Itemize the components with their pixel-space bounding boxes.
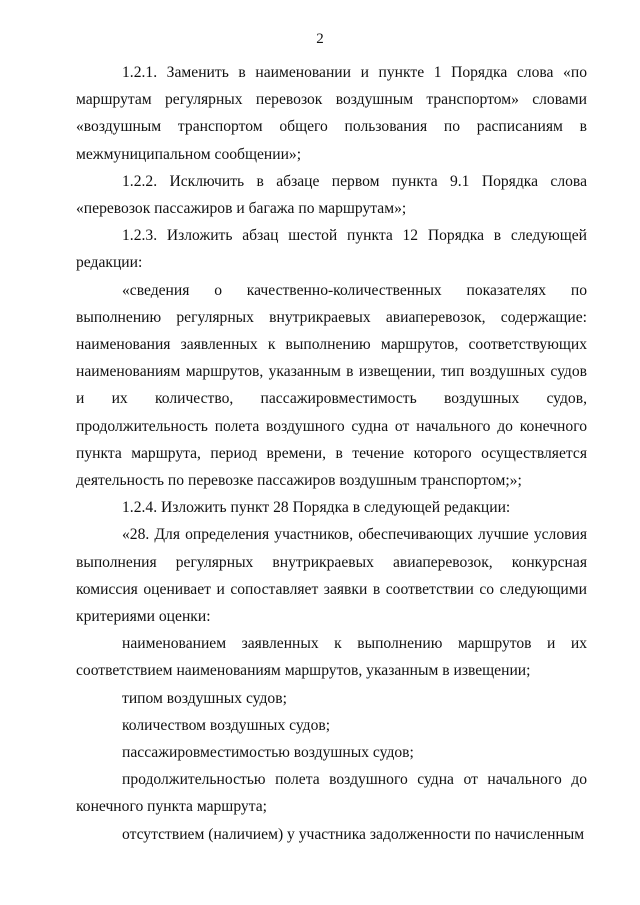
criterion-route-names: наименованием заявленных к выполнению маршрутов и их соответствием наименованиям маршрутов, указанным в извещении; — [76, 635, 587, 680]
document-body — [76, 59, 587, 848]
criterion-passenger-capacity: пассажировместимостью воздушных судов; — [122, 744, 414, 762]
criterion-aircraft-type: типом воздушных судов; — [122, 689, 287, 707]
page-number: 2 — [316, 31, 324, 47]
paragraph-1-2-1: 1.2.1. Заменить в наименовании и пункте 1 Порядка слова «по маршрутам регулярных перевозок воздушным транспортом» словами «воздушным транспортом общего пользования по расписаниям в межмуниципальном сообщении»; — [76, 64, 587, 163]
quoted-paragraph-28: «28. Для определения участников, обеспечивающих лучшие условия выполнения регулярных внутрикраевых авиаперевозок, конкурсная комиссия оценивает и сопоставляет заявки в соответствии со следующими критериями оценки: — [76, 526, 587, 626]
criterion-flight-duration: продолжительностью полета воздушного судна от начального до конечного пункта маршрута; — [76, 771, 587, 816]
paragraph-1-2-4: 1.2.4. Изложить пункт 28 Порядка в следующей редакции: — [122, 499, 511, 517]
quoted-paragraph-info: «сведения о качественно-количественных показателях по выполнению регулярных внутрикраевых авиаперевозок, содержащие: наименования заявленных к выполнению маршрутов, соответствующих наименованиям маршрутов, указанным в извещении, тип воздушных судов и их количество, пассажировместимость воздушных судов, продолжительность полета воздушного судна от начального до конечного пункта маршрута, период времени, в течение которого осуществляется деятельность по перевозке пассажиров воздушным транспортом;»; — [76, 281, 587, 490]
criterion-debt-absence: отсутствием (наличием) у участника задолженности по начисленным — [122, 825, 585, 843]
criterion-aircraft-count: количеством воздушных судов; — [122, 716, 331, 734]
paragraph-1-2-3: 1.2.3. Изложить абзац шестой пункта 12 Порядка в следующей редакции: — [76, 227, 587, 272]
paragraph-1-2-2: 1.2.2. Исключить в абзаце первом пункта 9.1 Порядка слова «перевозок пассажиров и багажа по маршрутам»; — [76, 172, 587, 218]
